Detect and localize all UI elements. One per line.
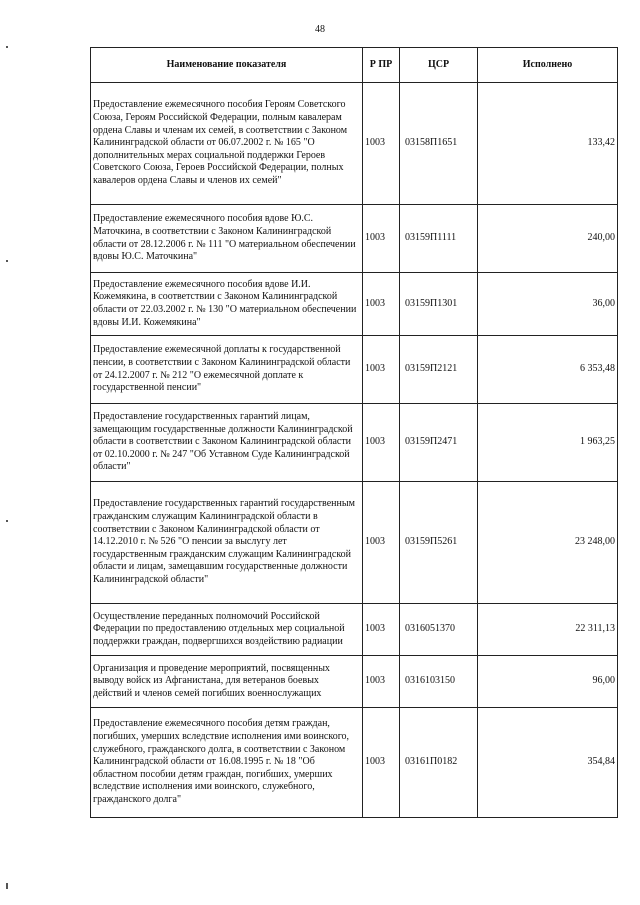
indicator-name: Предоставление ежемесячной доплаты к государственной пенсии, в соответствии с Законом Калининградской области от 24.12.2007 г. № 212 "О ежемесячной доплате к государственной пенсии" <box>91 336 363 404</box>
csr-code: 03159П2121 <box>400 336 478 404</box>
rpr-code: 1003 <box>363 656 400 708</box>
rpr-code: 1003 <box>363 482 400 604</box>
scan-margin-mark <box>6 520 8 522</box>
indicator-name: Осуществление переданных полномочий Российской Федерации по предоставлению отдельных мер социальной поддержки граждан, подвергшихся воздействию радиации <box>91 604 363 656</box>
rpr-code: 1003 <box>363 205 400 273</box>
rpr-code: 1003 <box>363 273 400 336</box>
executed-amount: 354,84 <box>478 708 618 818</box>
table-row <box>91 708 618 818</box>
indicator-name: Предоставление государственных гарантий государственным гражданским служащим Калининградской области в соответствии с Законом Калининградской области от 14.12.2010 г. № 526 "О пенсии за выслугу лет государственным гражданским служащим Калининградской области и лицам, замещавшим государственные должности Калининградской области" <box>91 482 363 604</box>
rpr-code: 1003 <box>363 83 400 205</box>
indicator-name: Предоставление государственных гарантий лицам, замещающим государственные должности Калининградской области в соответствии с Законом Калининградской области от 02.10.2000 г. № 247 "Об Уставном Суде Калининградской области" <box>91 404 363 482</box>
scan-margin-mark <box>6 883 8 889</box>
csr-code: 03158П1651 <box>400 83 478 205</box>
csr-code: 03161П0182 <box>400 708 478 818</box>
indicator-name: Предоставление ежемесячного пособия Героям Советского Союза, Героям Российской Федерации, полным кавалерам ордена Славы и членам их семей, в соответствии с Законом Калининградской области от 06.07.2002 г. № 165 "О дополнительных мерах социальной поддержки Героев Советского Союза, Героев Российской Федерации, полных кавалеров ордена Славы и членов их семей" <box>91 83 363 205</box>
table-row <box>91 656 618 708</box>
header-rpr: Р ПР <box>363 48 400 83</box>
rpr-code: 1003 <box>363 336 400 404</box>
executed-amount: 1 963,25 <box>478 404 618 482</box>
scan-margin-mark <box>6 260 8 262</box>
rpr-code: 1003 <box>363 604 400 656</box>
executed-amount: 22 311,13 <box>478 604 618 656</box>
csr-code: 03159П5261 <box>400 482 478 604</box>
header-csr: ЦСР <box>400 48 478 83</box>
table-row <box>91 482 618 604</box>
executed-amount: 133,42 <box>478 83 618 205</box>
header-executed: Исполнено <box>478 48 618 83</box>
rpr-code: 1003 <box>363 708 400 818</box>
csr-code: 03159П1301 <box>400 273 478 336</box>
rpr-code: 1003 <box>363 404 400 482</box>
table-row <box>91 83 618 205</box>
executed-amount: 96,00 <box>478 656 618 708</box>
page-number: 48 <box>315 24 325 35</box>
executed-amount: 23 248,00 <box>478 482 618 604</box>
executed-amount: 36,00 <box>478 273 618 336</box>
csr-code: 0316051370 <box>400 604 478 656</box>
scan-margin-mark <box>6 46 8 48</box>
csr-code: 0316103150 <box>400 656 478 708</box>
table-header-row <box>91 48 618 83</box>
table-row <box>91 336 618 404</box>
indicator-name: Предоставление ежемесячного пособия детям граждан, погибших, умерших вследствие исполнения ими воинского, служебного, гражданского долга, в соответствии с Законом Калининградской области от 16.08.1995 г. № 18 "Об областном пособии детям граждан, погибших, умерших вследствие исполнения ими воинского, служебного, гражданского долга" <box>91 708 363 818</box>
budget-execution-table <box>90 47 618 818</box>
table-row <box>91 604 618 656</box>
table-row <box>91 205 618 273</box>
indicator-name: Предоставление ежемесячного пособия вдове И.И. Кожемякина, в соответствии с Законом Калининградской области от 22.03.2002 г. № 130 "О материальном обеспечении вдовы И.И. Кожемякина" <box>91 273 363 336</box>
table-row <box>91 273 618 336</box>
csr-code: 03159П1111 <box>400 205 478 273</box>
indicator-name: Предоставление ежемесячного пособия вдове Ю.С. Маточкина, в соответствии с Законом Калининградской области от 28.12.2006 г. № 111 "О материальном обеспечении вдовы Ю.С. Маточкина" <box>91 205 363 273</box>
indicator-name: Организация и проведение мероприятий, посвященных выводу войск из Афганистана, для ветеранов боевых действий и членов семей погибших военнослужащих <box>91 656 363 708</box>
table-row <box>91 404 618 482</box>
csr-code: 03159П2471 <box>400 404 478 482</box>
header-indicator-name: Наименование показателя <box>91 48 363 83</box>
executed-amount: 240,00 <box>478 205 618 273</box>
executed-amount: 6 353,48 <box>478 336 618 404</box>
